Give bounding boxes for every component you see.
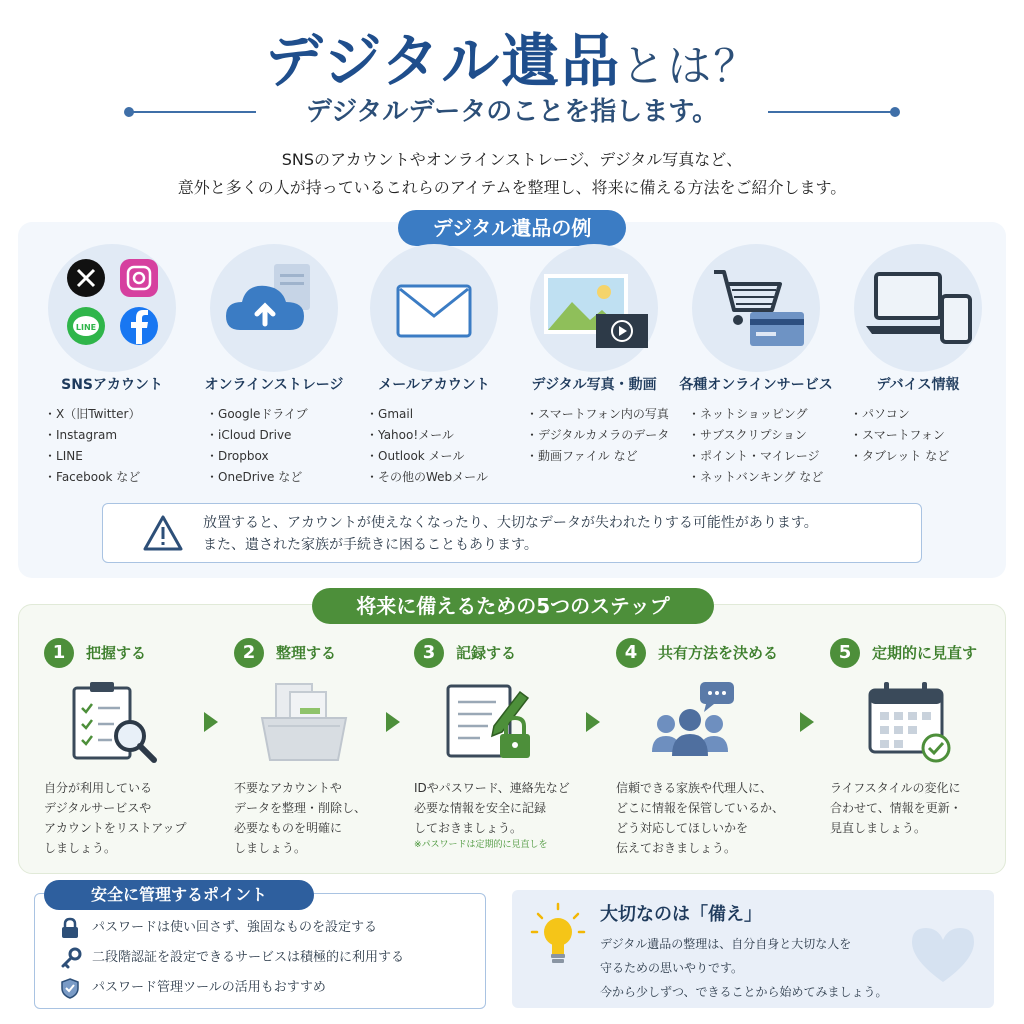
step-arrow-icon	[204, 712, 218, 732]
category-list	[850, 404, 949, 467]
step-number: 4	[616, 638, 646, 668]
cloud-upload-icon	[210, 244, 338, 372]
category-devices	[836, 244, 1000, 494]
category-title: デジタル写真・動画	[531, 377, 657, 393]
list-item: ・ スマートフォン内の写真	[526, 404, 669, 425]
step-description: 不要なアカウントや データを整理・削除し、 必要なものを明確に しましょう。	[234, 781, 367, 855]
list-item: ・ デジタルカメラのデータ	[526, 425, 669, 446]
mail-icon	[370, 244, 498, 372]
category-title: SNSアカウント	[61, 377, 163, 393]
subtitle: デジタルデータのことを指します。	[305, 97, 719, 127]
preparation-text: デジタル遺品の整理は、自分自身と大切な人を 守るための思いやりです。 今から少しずつ、できることから始めてみましょう。	[600, 937, 888, 999]
step-1	[44, 634, 232, 864]
step-title: 定期的に見直す	[872, 644, 978, 662]
step-description: IDやパスワード、連絡先など 必要な情報を安全に記録 しておきましょう。 ※パスワードは定期的に見直しを	[414, 778, 602, 852]
step-arrow-icon	[800, 712, 814, 732]
step-3	[414, 634, 602, 864]
safety-heading: 安全に管理するポイント	[44, 880, 314, 910]
category-title: メールアカウント	[378, 377, 490, 393]
step-number: 2	[234, 638, 264, 668]
step-description: 信頼できる家族や代理人に、 どこに情報を保管しているか、 どう対応してほしいかを 伝えておきましょう。	[616, 781, 785, 855]
calendar-check-icon	[850, 678, 960, 764]
category-list	[526, 404, 669, 467]
warning-icon	[143, 514, 183, 552]
category-mail	[352, 244, 516, 494]
examples-heading: デジタル遺品の例	[398, 210, 626, 246]
shopping-cart-icon	[692, 244, 820, 372]
preparation-title: 大切なのは「備え」	[600, 904, 762, 925]
warning-box	[102, 503, 922, 563]
svg-text:LINE: LINE	[75, 323, 97, 332]
list-item: ・ その他のWebメール	[366, 467, 488, 488]
list-item: ・ OneDrive など	[206, 467, 308, 488]
step-title: 把握する	[86, 644, 147, 662]
intro-text: SNSのアカウントやオンラインストレージ、デジタル写真など、 意外と多くの人が持っているこれらのアイテムを整理し、将来に備える方法をご紹介します。	[177, 150, 847, 197]
sns-icons	[48, 244, 176, 372]
step-title: 記録する	[456, 644, 517, 662]
category-list	[688, 404, 823, 488]
category-list	[206, 404, 308, 488]
list-item: ・ 動画ファイル など	[526, 446, 669, 467]
category-photo	[512, 244, 676, 494]
category-title: デバイス情報	[876, 377, 960, 393]
step-number: 3	[414, 638, 444, 668]
step-number: 5	[830, 638, 860, 668]
step-note: ※パスワードは定期的に見直しを	[414, 840, 548, 850]
list-item: ・ Googleドライブ	[206, 404, 308, 425]
step-description: 自分が利用している デジタルサービスや アカウントをリストアップ しましょう。	[44, 781, 187, 855]
list-item: ・ Outlook メール	[366, 446, 488, 467]
step-5	[830, 634, 1018, 864]
list-item: ・ ネットショッピング	[688, 404, 823, 425]
key-icon	[60, 947, 82, 969]
sns-icon-cluster	[48, 244, 176, 372]
list-item: ・ ポイント・マイレージ	[688, 446, 823, 467]
list-item: ・ Dropbox	[206, 446, 308, 467]
step-title: 整理する	[276, 644, 337, 662]
category-title: 各種オンラインサービス	[679, 377, 833, 393]
step-title: 共有方法を決める	[658, 644, 779, 662]
category-list	[44, 404, 140, 488]
lock-icon	[60, 917, 80, 939]
list-item: ・ サブスクリプション	[688, 425, 823, 446]
list-item: ・ ネットバンキング など	[688, 467, 823, 488]
step-number: 1	[44, 638, 74, 668]
page-title: デジタル遺品とは？	[264, 27, 760, 95]
category-sns	[30, 244, 194, 494]
heart-icon	[908, 924, 978, 986]
shield-icon	[60, 977, 80, 999]
list-item: ・ Gmail	[366, 404, 488, 425]
step-arrow-icon	[586, 712, 600, 732]
list-item: ・ Instagram	[44, 425, 140, 446]
photo-video-icon	[530, 244, 658, 372]
category-storage	[192, 244, 356, 494]
steps-heading: 将来に備えるための5つのステップ	[312, 588, 714, 624]
step-2	[234, 634, 422, 864]
category-title: オンラインストレージ	[204, 377, 344, 393]
lightbulb-icon	[528, 900, 588, 970]
list-item: ・ LINE	[44, 446, 140, 467]
list-item: ・ パソコン	[850, 404, 949, 425]
step-4	[616, 634, 804, 864]
category-list	[366, 404, 488, 488]
subtitle-line-right	[768, 111, 896, 113]
warning-text: 放置すると、アカウントが使えなくなったり、大切なデータが失われたりする可能性があります。 また、遺された家族が手続きに困ることもあります。	[203, 515, 818, 553]
page-title-suffix: とは？	[621, 41, 760, 92]
clipboard-search-icon	[64, 678, 164, 764]
laptop-phone-icon	[854, 244, 982, 372]
step-description: ライフスタイルの変化に 合わせて、情報を更新・ 見直しましょう。	[830, 781, 962, 835]
list-item: ・ スマートフォン	[850, 425, 949, 446]
notebook-lock-icon	[434, 678, 544, 764]
folder-files-icon	[254, 678, 354, 764]
subtitle-dot-right	[890, 107, 900, 117]
step-arrow-icon	[386, 712, 400, 732]
list-item: ・ iCloud Drive	[206, 425, 308, 446]
list-item: ・ タブレット など	[850, 446, 949, 467]
people-chat-icon	[636, 678, 746, 764]
list-item: ・ Yahoo!メール	[366, 425, 488, 446]
list-item: ・ Facebook など	[44, 467, 140, 488]
category-online-services	[674, 244, 838, 494]
list-item: ・ X（旧Twitter）	[44, 404, 140, 425]
subtitle-row	[0, 92, 1024, 132]
